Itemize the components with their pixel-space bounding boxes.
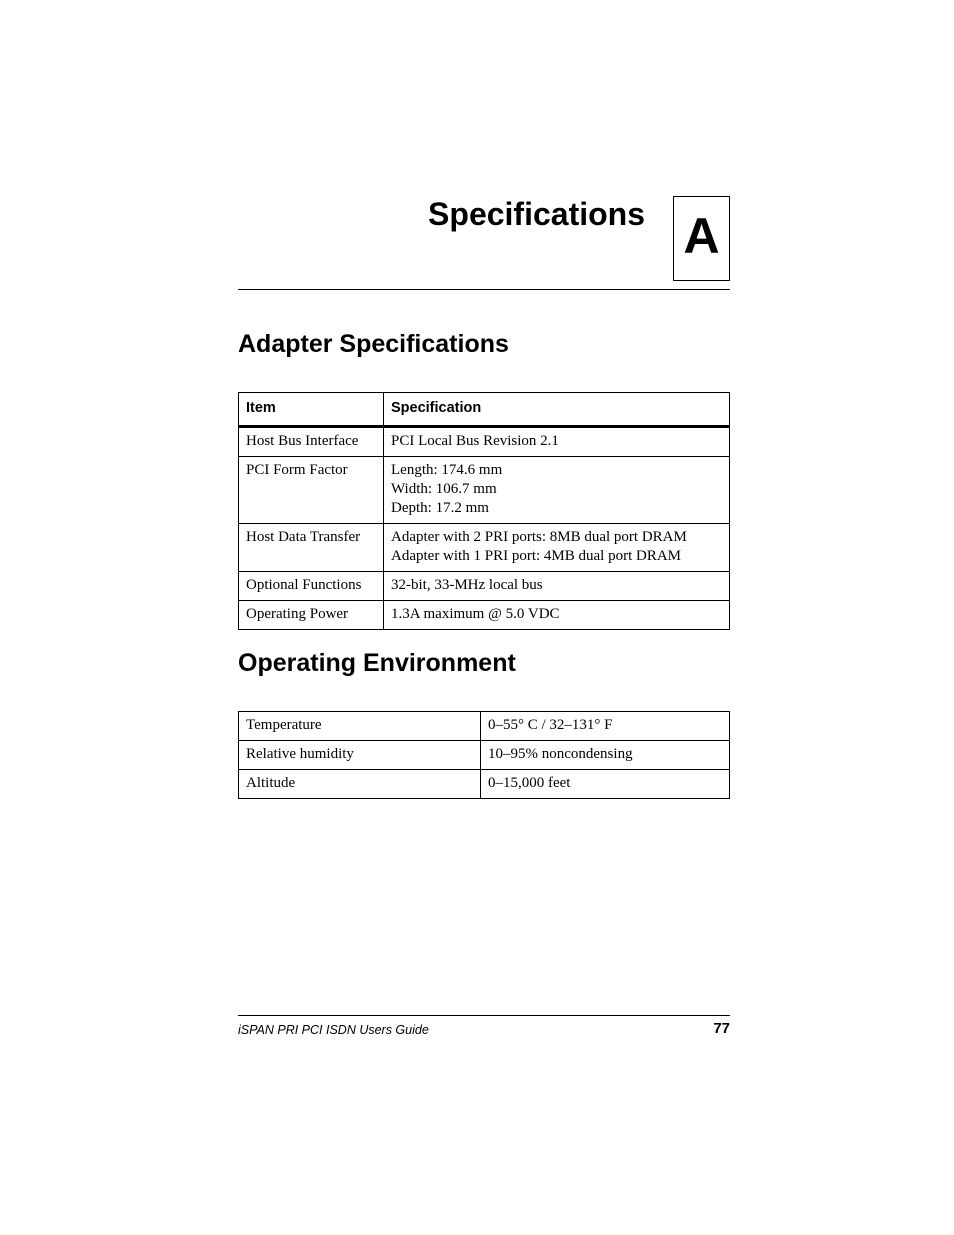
- footer-title: iSPAN PRI PCI ISDN Users Guide: [238, 1023, 429, 1037]
- spec-line: Adapter with 2 PRI ports: 8MB dual port DRAM: [391, 529, 687, 545]
- table-row: [239, 457, 730, 524]
- table-row: [239, 712, 730, 741]
- row-spec: [384, 427, 730, 457]
- row-value: 10–95% noncondensing: [481, 741, 730, 770]
- row-spec: [384, 601, 730, 630]
- row-item: Host Data Transfer: [239, 524, 384, 572]
- table-row: [239, 741, 730, 770]
- row-item: Altitude: [239, 770, 481, 799]
- environment-heading: Operating Environment: [238, 649, 516, 677]
- spec-line: 32-bit, 33-MHz local bus: [391, 577, 543, 593]
- spec-line: 1.3A maximum @ 5.0 VDC: [391, 606, 560, 622]
- adapter-heading: Adapter Specifications: [238, 330, 509, 358]
- column-header-specification: Specification: [384, 393, 730, 427]
- row-item: Relative humidity: [239, 741, 481, 770]
- row-item: Optional Functions: [239, 572, 384, 601]
- spec-line: Adapter with 1 PRI port: 4MB dual port DRAM: [391, 548, 681, 564]
- row-spec: [384, 457, 730, 524]
- spec-line: Width: 106.7 mm: [391, 481, 497, 497]
- row-item: Host Bus Interface: [239, 427, 384, 457]
- row-value: 0–55° C / 32–131° F: [481, 712, 730, 741]
- row-spec: [384, 572, 730, 601]
- row-item: Operating Power: [239, 601, 384, 630]
- footer-divider: [238, 1015, 730, 1016]
- adapter-spec-table: [238, 392, 730, 630]
- row-item: PCI Form Factor: [239, 457, 384, 524]
- table-row: [239, 601, 730, 630]
- row-value: 0–15,000 feet: [481, 770, 730, 799]
- table-header-row: [239, 393, 730, 427]
- spec-line: Length: 174.6 mm: [391, 462, 503, 478]
- chapter-title: Specifications: [428, 196, 645, 232]
- table-row: [239, 770, 730, 799]
- row-item: Temperature: [239, 712, 481, 741]
- row-spec: [384, 524, 730, 572]
- chapter-letter-box: A: [673, 196, 730, 281]
- environment-table: [238, 711, 730, 799]
- spec-line: PCI Local Bus Revision 2.1: [391, 433, 559, 449]
- spec-line: Depth: 17.2 mm: [391, 500, 489, 516]
- table-row: [239, 572, 730, 601]
- chapter-divider: [238, 289, 730, 290]
- table-row: [239, 427, 730, 457]
- table-row: [239, 524, 730, 572]
- column-header-item: Item: [239, 393, 384, 427]
- page-number: 77: [713, 1020, 730, 1037]
